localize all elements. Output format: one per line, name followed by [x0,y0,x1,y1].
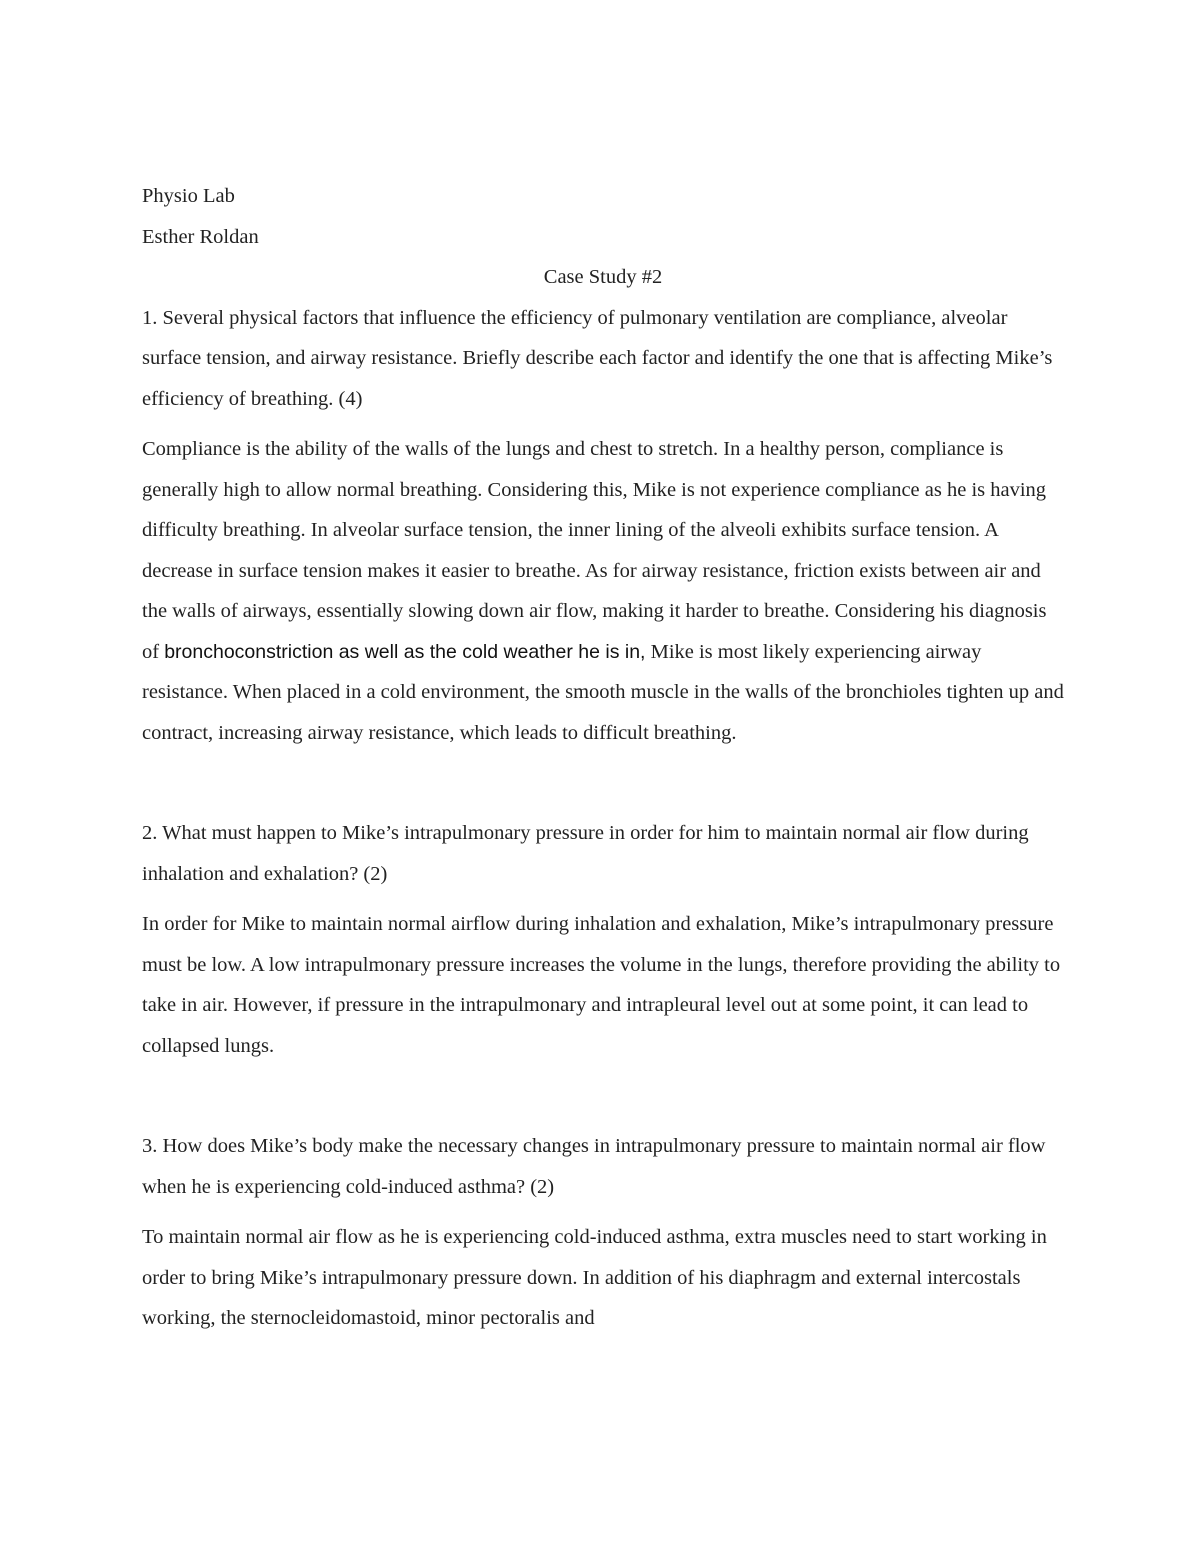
document-title: Case Study #2 [543,266,663,288]
paragraph-gap [142,1066,1064,1126]
answer-2: In order for Mike to maintain normal airflow during inhalation and exhalation, Mike’s intrapulmonary pressure must be low. A low intrapulmonary pressure increases the volume in the lungs, therefore providing the ability to take in air. However, if pressure in the intrapulmonary and intrapleural level out at some point, it can lead to collapsed lungs. [142,913,1061,1057]
answer-1 [142,429,1064,753]
question-2: 2. What must happen to Mike’s intrapulmonary pressure in order for him to maintain normal air flow during inhalation and exhalation? (2) [142,822,1029,885]
question-1: 1. Several physical factors that influence the efficiency of pulmonary ventilation are compliance, alveolar surface tension, and airway resistance. Briefly describe each factor and identify the one that is affecting Mike’s efficiency of breathing. (4) [142,306,1053,410]
paragraph-gap [142,753,1064,813]
answer-1-text-sans: bronchoconstriction as well as the cold weather he is in, [164,640,646,663]
question-3: 3. How does Mike’s body make the necessary changes in intrapulmonary pressure to maintain normal air flow when he is experiencing cold-induced asthma? (2) [142,1135,1046,1198]
answer-1-text-b: Mike is most likely experiencing airway resistance. When placed in a cold environment, the smooth muscle in the walls of the bronchioles tighten up and contract, increasing airway resistance, which leads to difficult breathing. [142,640,1064,744]
document-body [142,176,1064,1339]
course-name: Physio Lab [142,185,235,207]
answer-3: To maintain normal air flow as he is experiencing cold-induced asthma, extra muscles need to start working in order to bring Mike’s intrapulmonary pressure down. In addition of his diaphragm and external intercostals working, the sternocleidomastoid, minor pectoralis and [142,1226,1047,1329]
answer-1-text-a: Compliance is the ability of the walls of the lungs and chest to stretch. In a healthy person, compliance is generally high to allow normal breathing. Considering this, Mike is not experience compliance as he is having difficulty breathing. In alveolar surface tension, the inner lining of the alveoli exhibits surface tension. A decrease in surface tension makes it easier to breathe. As for airway resistance, friction exists between air and the walls of airways, essentially slowing down air flow, making it harder to breathe. Considering his diagnosis of [142,438,1047,663]
author-name: Esther Roldan [142,225,259,248]
